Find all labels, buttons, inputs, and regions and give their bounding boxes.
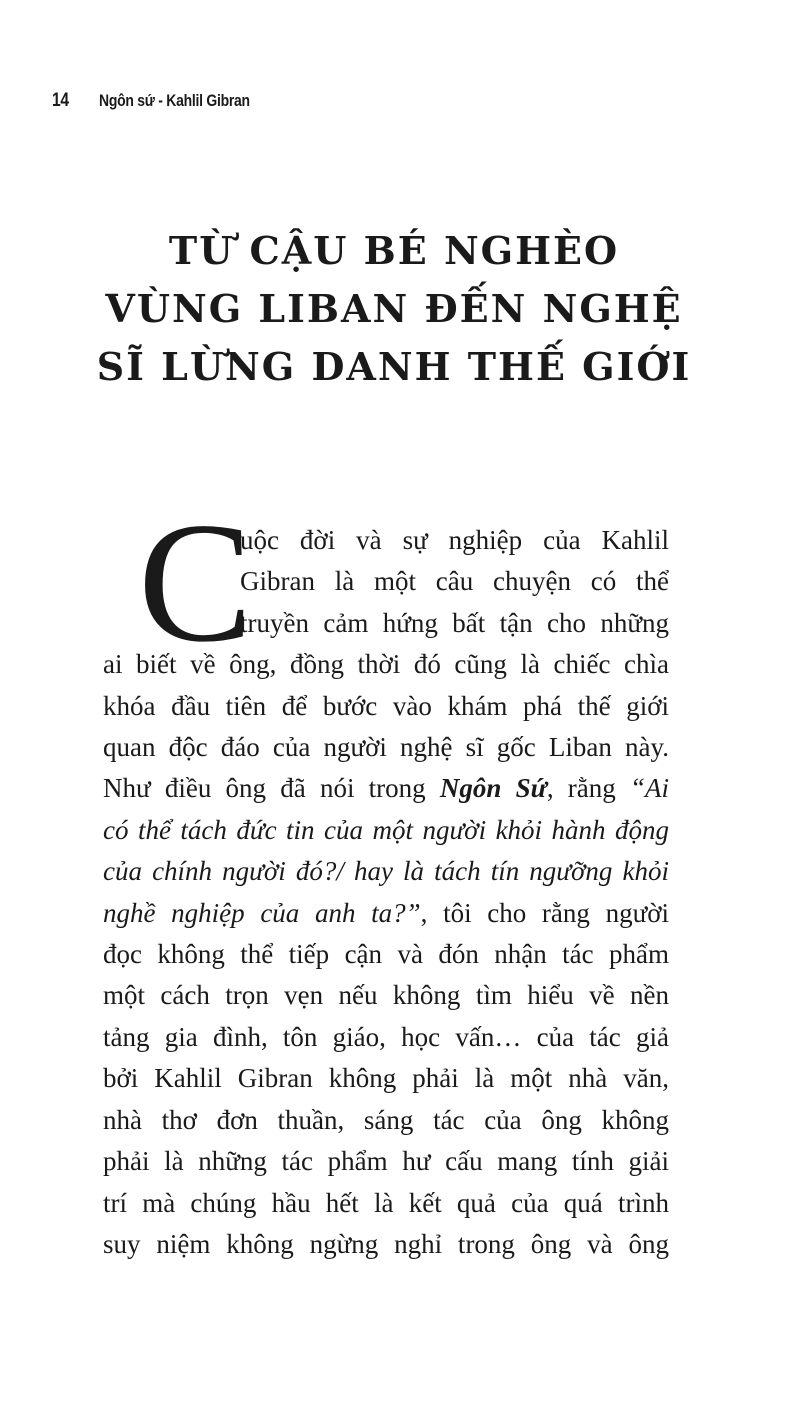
chapter-title (60, 222, 728, 396)
body-line (103, 893, 669, 934)
body-line: một cách trọn vẹn nếu không tìm hiểu về nền (103, 980, 669, 1011)
body-text-run: Như điều ông đã nói trong (103, 773, 440, 804)
body-line: tảng gia đình, tôn giáo, học vấn… của tác giả (103, 1021, 669, 1052)
body-line: truyền cảm hứng bất tận cho những (240, 607, 669, 638)
body-line: phải là những tác phẩm hư cấu mang tính giải (103, 1146, 669, 1177)
body-line: trí mà chúng hầu hết là kết quả của quá trình (103, 1187, 669, 1218)
body-line (103, 810, 669, 851)
drop-cap: C (138, 488, 253, 678)
page-number: 14 (52, 90, 69, 111)
quote-text: “Ai (629, 773, 669, 804)
chapter-title-line: VÙNG LIBAN ĐẾN NGHỆ (105, 286, 683, 331)
body-line: nhà thơ đơn thuần, sáng tác của ông không (103, 1104, 669, 1135)
chapter-title-line: SĨ LỪNG DANH THẾ GIỚI (96, 344, 692, 389)
body-text-run: , tôi cho rằng người (420, 897, 669, 928)
cited-book-title: Ngôn Sứ (439, 773, 547, 804)
body-line (103, 768, 669, 809)
body-paragraph (103, 520, 669, 1265)
quote-text: nghề nghiệp của anh ta?” (103, 897, 421, 928)
chapter-title-line: TỪ CẬU BÉ NGHÈO (168, 228, 620, 273)
book-title: Ngôn sứ - Kahlil Gibran (98, 91, 250, 110)
body-text-run: , rằng (546, 773, 630, 804)
body-line (103, 851, 669, 892)
running-header (52, 90, 282, 112)
body-line: Gibran là một câu chuyện có thể (240, 566, 669, 597)
body-line: suy niệm không ngừng nghỉ trong ông và ông (103, 1228, 669, 1259)
quote-text: của chính người đó?/ hay là tách tín ngưỡng khỏi (103, 856, 669, 887)
body-line: khóa đầu tiên để bước vào khám phá thế giới (103, 690, 669, 721)
body-line: đọc không thể tiếp cận và đón nhận tác phẩm (103, 939, 669, 970)
body-line: bởi Kahlil Gibran không phải là một nhà văn, (103, 1063, 669, 1094)
body-line: quan độc đáo của người nghệ sĩ gốc Liban này. (103, 732, 669, 763)
body-line: ai biết về ông, đồng thời đó cũng là chiếc chìa (103, 649, 669, 680)
quote-text: có thể tách đức tin của một người khỏi hành động (103, 814, 669, 845)
body-line: uộc đời và sự nghiệp của Kahlil (240, 525, 669, 555)
